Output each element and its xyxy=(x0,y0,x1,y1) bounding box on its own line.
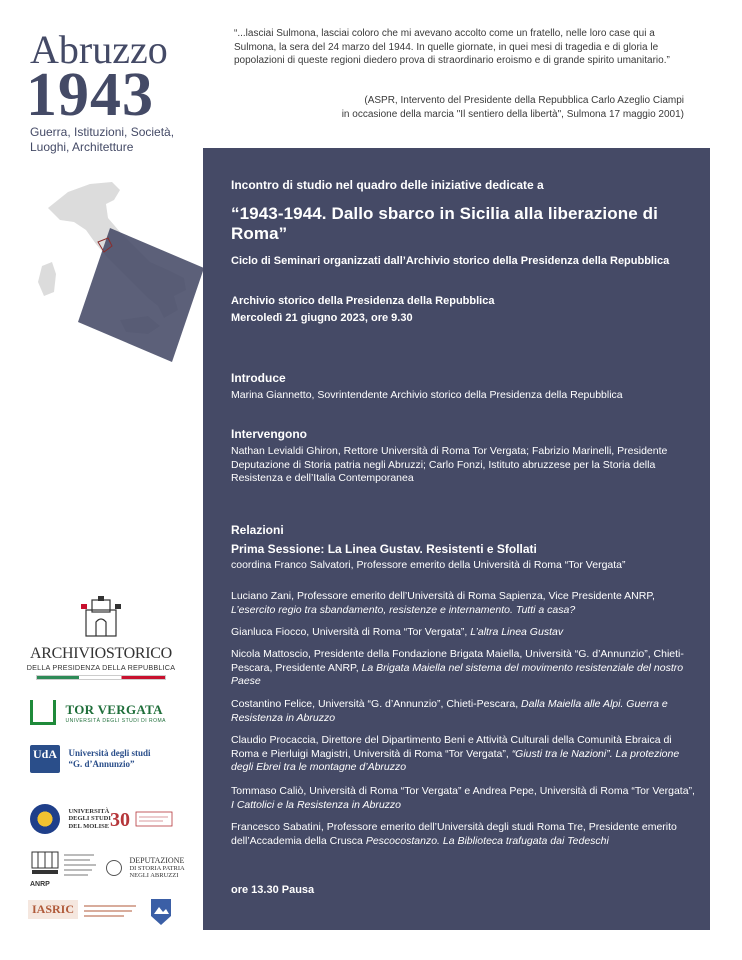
molise-line1: UNIVERSITÀ xyxy=(68,807,110,815)
anrp-mark-icon xyxy=(30,850,60,876)
talk-item xyxy=(231,648,696,689)
event-title: “1943-1944. Dallo sbarco in Sicilia alla liberazione di Roma” xyxy=(231,204,658,243)
venue: Archivio storico della Presidenza della Repubblica xyxy=(231,295,495,307)
tor-vergata-logo xyxy=(30,700,166,725)
anniversary-30-logo-icon xyxy=(108,806,174,832)
anrp-text-block-icon xyxy=(64,852,100,880)
talk-title: L’esercito regio tra sbandamento, resistenze e internamento. Tutti a casa? xyxy=(231,603,576,616)
quirinale-tower-icon xyxy=(26,596,176,638)
quote-source-line1: (ASPR, Intervento del Presidente della Repubblica Carlo Azeglio Ciampi xyxy=(364,95,684,106)
deputazione-seal-icon xyxy=(106,860,122,876)
talk-item xyxy=(231,785,696,812)
molise-logo xyxy=(30,804,111,834)
deputazione-line1: DEPUTAZIONE xyxy=(129,856,185,865)
uda-logo xyxy=(30,745,150,773)
talk-speaker: Tommaso Caliò, Università di Roma “Tor Vergata” e Andrea Pepe, Università di Roma “Tor Vergata”, xyxy=(231,785,695,797)
talk-item xyxy=(231,734,696,775)
iasric-logo xyxy=(28,900,140,919)
deputazione-line3: NEGLI ABRUZZI xyxy=(129,872,179,879)
iasric-name: IASRIC xyxy=(28,900,78,919)
seminar-cycle: Ciclo di Seminari organizzati dall’Archivio storico della Presidenza della Repubblica xyxy=(231,255,670,267)
talk-title: L’altra Linea Gustav xyxy=(470,626,564,638)
talk-speaker: Francesco Sabatini, Professore emerito dell’Università degli studi Roma Tre, Presidente emerito dell’Accademia della Crusca xyxy=(231,821,677,847)
brand-title: Abruzzo xyxy=(30,27,168,72)
talk-speaker: Nicola Mattoscio, Presidente della Fondazione Brigata Maiella, Università “G. d’Annunzio”, Chieti-Pescara, Presidente ANRP, xyxy=(231,648,684,674)
brigata-maiella-badge-icon xyxy=(150,898,172,926)
talk-speaker: Luciano Zani, Professore emerito dell’Università di Roma Sapienza, Vice Presidente ANRP, xyxy=(231,590,655,602)
talk-speaker: Claudio Procaccia, Direttore del Dipartimento Beni e Attività Culturali della Comunità Ebraica di Roma e Pierluigi Magistri, Università di Roma “Tor Vergata”, xyxy=(231,734,672,760)
talk-item xyxy=(231,698,696,725)
tricolor-bar xyxy=(36,675,166,680)
deputazione-line2: DI STORIA PATRIA xyxy=(129,864,185,872)
tor-vergata-mark-icon xyxy=(30,700,56,725)
brand-year: 1943 xyxy=(26,61,154,129)
quote-source xyxy=(300,94,684,121)
talk-title: La Brigata Maiella nel sistema del movimento resistenziale del nostro Paese xyxy=(231,661,684,687)
talk-item xyxy=(231,626,696,640)
italy-map-illustration xyxy=(28,170,218,370)
archivio-name: ARCHIVIOSTORICO xyxy=(30,645,172,662)
anrp-logo xyxy=(30,850,60,888)
sardinia-silhouette xyxy=(38,262,56,296)
talk-speaker: Costantino Felice, Università “G. d’Annunzio”, Chieti-Pescara, xyxy=(231,698,522,710)
talk-item xyxy=(231,821,696,848)
intervengono-heading: Intervengono xyxy=(231,427,308,441)
session-title: Prima Sessione: La Linea Gustav. Resistenti e Sfollati xyxy=(231,542,537,556)
talk-title: I Cattolici e la Resistenza in Abruzzo xyxy=(231,798,402,811)
venue-block xyxy=(231,293,696,327)
talk-title: Dalla Maiella alle Alpi. Guerra e Resistenza in Abruzzo xyxy=(231,698,668,724)
event-date: Mercoledì 21 giugno 2023, ore 9.30 xyxy=(231,312,413,324)
brand-subtitle xyxy=(30,125,200,155)
highlight-square xyxy=(78,228,204,362)
panel-lead: Incontro di studio nel quadro delle iniziative dedicate a xyxy=(231,178,544,192)
relazioni-heading: Relazioni xyxy=(231,523,284,537)
introduce-text: Marina Giannetto, Sovrintendente Archivio storico della Presidenza della Repubblica xyxy=(231,389,623,401)
molise-line2: DEGLI STUDI xyxy=(68,815,111,823)
talk-speaker: Gianluca Fiocco, Università di Roma “Tor Vergata”, xyxy=(231,626,471,638)
talk-title: “Giusti tra le Nazioni”. La protezione degli Ebrei tra le montagne d’Abruzzo xyxy=(231,747,680,773)
quote-text: “...lasciai Sulmona, lasciai coloro che mi avevano accolto come un fratello, nelle loro case qui a Sulmona, la sera del 24 marzo del 1944. In quelle giornate, in quei mesi di tragedia e di gloria le popolazioni di queste regioni diedero prova di straordinario eroismo e di grande spirito umanitario.” xyxy=(234,28,670,66)
session-chair: coordina Franco Salvatori, Professore emerito della Università di Roma “Tor Vergata” xyxy=(231,559,626,571)
brand-subtitle-line2: Luoghi, Architetture xyxy=(30,140,134,154)
uda-line1: Università degli studi xyxy=(68,748,151,758)
quote-source-line2: in occasione della marcia "Il sentiero della libertà", Sulmona 17 maggio 2001) xyxy=(341,108,684,120)
svg-text:30: 30 xyxy=(110,809,130,831)
introduce-heading: Introduce xyxy=(231,371,286,385)
anrp-name: ANRP xyxy=(30,881,50,888)
molise-seal-icon xyxy=(30,804,60,834)
uda-mark: UdA xyxy=(30,745,60,773)
iasric-text-block-icon xyxy=(82,901,140,919)
archivio-storico-logo xyxy=(26,596,176,680)
tor-vergata-sub: UNIVERSITÀ DEGLI STUDI DI ROMA xyxy=(65,717,167,724)
molise-line3: DEL MOLISE xyxy=(68,822,110,830)
program-panel xyxy=(203,148,710,930)
pause-time: ore 13.30 Pausa xyxy=(231,884,315,896)
archivio-sub: DELLA PRESIDENZA DELLA REPUBBLICA xyxy=(26,663,176,672)
intervengono-text: Nathan Levialdi Ghiron, Rettore Università di Roma Tor Vergata; Fabrizio Marinelli, Presidente Deputazione di Storia patria negli Abruzzi; Carlo Fonzi, Istituto abruzzese per la Storia della Resistenza e dell’Italia Contemporanea xyxy=(231,445,668,484)
talk-title: Pescocostanzo. La Biblioteca trafugata dai Tedeschi xyxy=(365,834,609,847)
brand-subtitle-line1: Guerra, Istituzioni, Società, xyxy=(30,125,175,139)
deputazione-logo xyxy=(106,857,185,880)
talk-item xyxy=(231,590,696,617)
uda-line2: “G. d’Annunzio” xyxy=(68,759,135,769)
tor-vergata-name: TOR VERGATA xyxy=(65,701,163,717)
